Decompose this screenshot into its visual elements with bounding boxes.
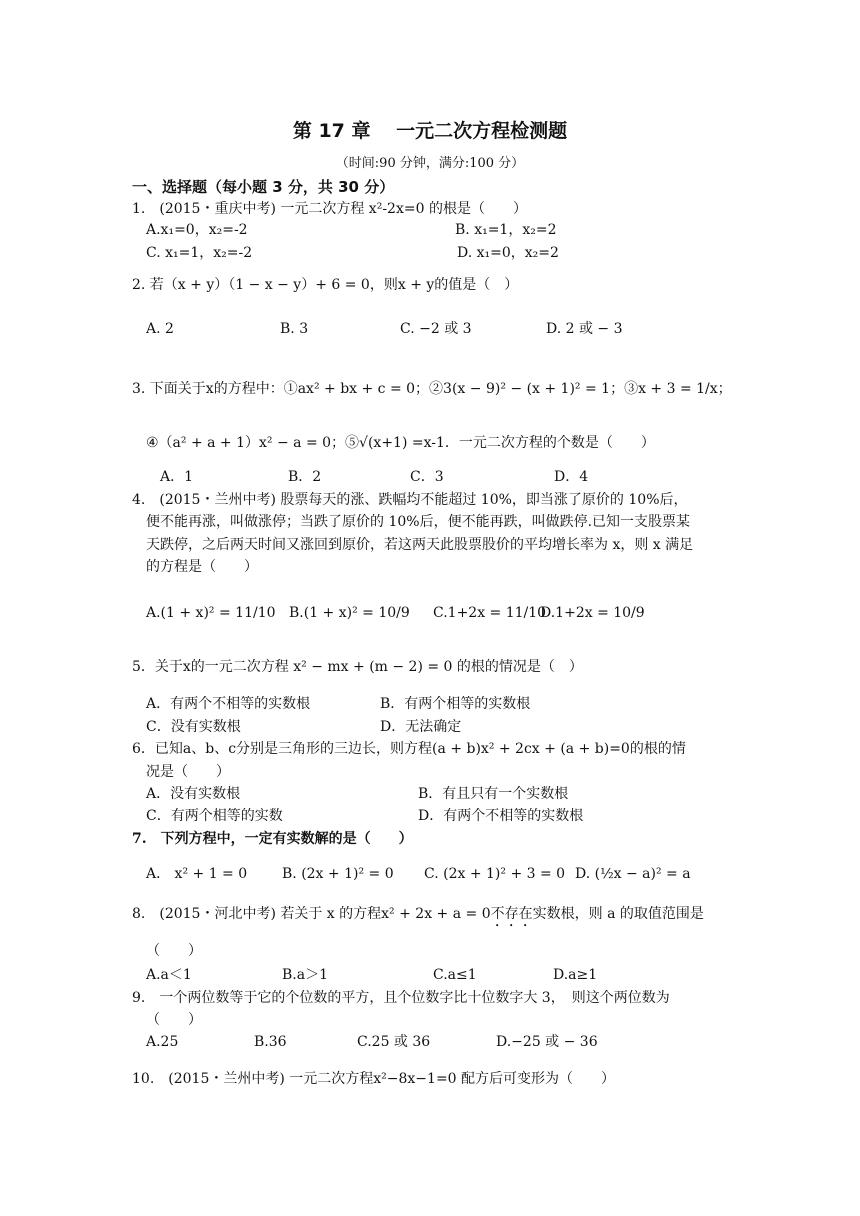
question-5-stem: 5．关于x的一元二次方程 x² − mx + (m − 2) = 0 的根的情况是（ ） xyxy=(132,659,583,675)
question-7-option-d: D. (½x − a)² = a xyxy=(575,866,691,882)
question-9-option-c: C.25 或 36 xyxy=(357,1034,431,1050)
question-2-stem: 2. 若（x + y）（1 − x − y）+ 6 = 0，则x + y的值是（ ） xyxy=(132,277,519,293)
page-title: 第 17 章 一元二次方程检测题 xyxy=(292,120,568,142)
question-8-number-and-equation: 8. (2015・河北中考) 若关于 x 的方程x² + 2x + a = 0 xyxy=(132,906,491,922)
question-8-option-c: C.a≤1 xyxy=(433,967,477,983)
question-6-option-b: B．有且只有一个实数根 xyxy=(418,786,569,802)
question-6-option-a: A．没有实数根 xyxy=(146,786,241,802)
exam-info: （时间:90 分钟，满分:100 分） xyxy=(335,156,525,171)
question-10-stem: 10. (2015・兰州中考) 一元二次方程x²−8x−1=0 配方后可变形为（ ） xyxy=(132,1071,616,1087)
question-6-line-2: 况是（ ） xyxy=(146,764,230,780)
question-9-option-b: B.36 xyxy=(254,1034,287,1050)
question-1-option-b: B. x₁=1，x₂=2 xyxy=(455,222,557,238)
question-7-option-b: B. (2x + 1)² = 0 xyxy=(282,866,394,882)
question-6-option-d: D．有两个不相等的实数根 xyxy=(418,808,584,824)
question-2-option-b: B. 3 xyxy=(280,321,309,337)
question-1-option-a: A.x₁=0，x₂=-2 xyxy=(146,222,248,238)
question-4-option-a: A.(1 + x)² = 11/10 xyxy=(146,605,276,621)
question-4-line-4: 的方程是（ ） xyxy=(146,559,258,575)
question-3-stem: 3. 下面关于x的方程中：①ax² + bx + c = 0；②3(x − 9)² − (x + 1)² = 1；③x + 3 = 1/x； xyxy=(132,381,732,397)
question-4-option-c: C.1+2x = 11/10 xyxy=(433,605,547,621)
question-3-option-a: A．1 xyxy=(160,469,194,485)
question-3-stem-continued: ④（a² + a + 1）x² − a = 0；⑤√(x+1) =x-1．一元二次方程的个数是（ ） xyxy=(146,435,655,451)
question-2-option-a: A. 2 xyxy=(146,321,174,337)
question-4-line-3: 天跌停，之后两天时间又涨回到原价，若这两天此股票股价的平均增长率为 x，则 x 满足 xyxy=(146,537,694,553)
question-3-option-b: B．2 xyxy=(288,469,322,485)
question-8-emphasis: 不存在 xyxy=(490,906,533,922)
question-8-line-1 xyxy=(132,905,704,930)
question-8-line-2: （ ） xyxy=(146,943,202,959)
question-7-option-c: C. (2x + 1)² + 3 = 0 xyxy=(424,866,566,882)
question-7-option-a: A． x² + 1 = 0 xyxy=(146,866,248,882)
question-3-option-c: C．3 xyxy=(410,469,444,485)
question-5-option-d: D．无法确定 xyxy=(380,719,462,735)
question-4-line-1: 4. (2015・兰州中考) 股票每天的涨、跌幅均不能超过 10%，即当涨了原价的 10%后， xyxy=(132,492,688,508)
question-8-option-b: B.a＞1 xyxy=(282,967,328,983)
question-4-line-2: 便不能再涨，叫做涨停；当跌了原价的 10%后，便不能再跌，叫做跌停.已知一支股票某 xyxy=(146,514,691,530)
question-4-option-b: B.(1 + x)² = 10/9 xyxy=(289,605,410,621)
question-1-option-d: D. x₁=0，x₂=2 xyxy=(457,245,559,261)
question-8-option-d: D.a≥1 xyxy=(553,967,598,983)
question-2-option-d: D. 2 或 − 3 xyxy=(546,321,623,337)
section-heading: 一、选择题（每小题 3 分，共 30 分） xyxy=(132,178,395,196)
question-9-option-d: D.−25 或 − 36 xyxy=(496,1034,598,1050)
question-4-option-d: D.1+2x = 10/9 xyxy=(540,605,645,621)
question-9-option-a: A.25 xyxy=(146,1034,179,1050)
question-1-option-c: C. x₁=1，x₂=-2 xyxy=(146,245,253,261)
question-1-stem: 1. (2015・重庆中考) 一元二次方程 x²-2x=0 的根是（ ） xyxy=(132,201,527,217)
question-5-option-b: B．有两个相等的实数根 xyxy=(380,696,531,712)
question-9-line-2: （ ） xyxy=(146,1012,202,1028)
question-6-line-1: 6．已知a、b、c分别是三角形的三边长，则方程(a + b)x² + 2cx + (a + b)=0的根的情 xyxy=(132,741,686,757)
question-9-line-1: 9. 一个两位数等于它的个位数的平方，且个位数字比十位数字大 3， 则这个两位数为 xyxy=(132,990,670,1006)
question-5-option-c: C．没有实数根 xyxy=(146,719,241,735)
question-2-option-c: C. −2 或 3 xyxy=(400,321,472,337)
question-3-option-d: D．4 xyxy=(554,469,589,485)
question-5-option-a: A．有两个不相等的实数根 xyxy=(146,696,311,712)
question-8-condition: 实数根，则 a 的取值范围是 xyxy=(532,906,704,922)
question-7-stem: 7. 下列方程中，一定有实数解的是（ ） xyxy=(132,831,413,847)
question-6-option-c: C．有两个相等的实数 xyxy=(146,808,283,824)
question-8-option-a: A.a＜1 xyxy=(146,967,192,983)
